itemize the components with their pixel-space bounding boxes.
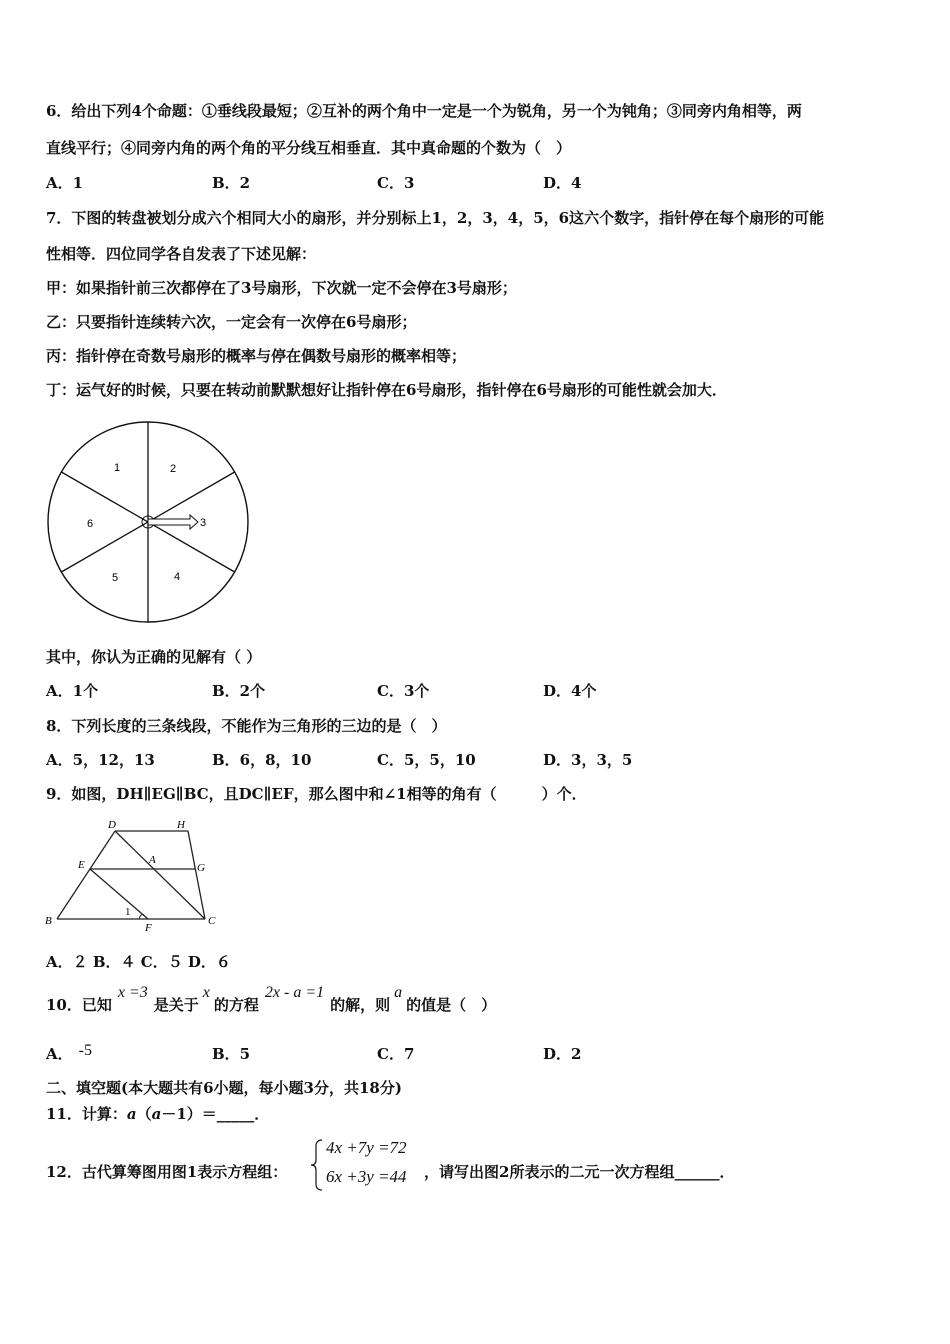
q7-line2: 性相等．四位同学各自发表了下述见解： bbox=[46, 245, 317, 263]
q10-a: a bbox=[394, 984, 403, 1001]
spinner-label-6: 6 bbox=[87, 518, 94, 530]
q11-expr-a2: a bbox=[151, 1105, 162, 1123]
q7-line1: 7．下图的转盘被划分成六个相同大小的扇形，并分别标上1，2，3，4，5，6这六个数字，指针停在每个扇形的可能 bbox=[46, 209, 825, 227]
spinner-label-4: 4 bbox=[174, 571, 181, 583]
q10-condition: x =3 bbox=[117, 984, 148, 1001]
segment-ef bbox=[90, 869, 148, 919]
q7-yi: 乙：只要指针连续转六次，一定会有一次停在6号扇形； bbox=[46, 313, 417, 331]
system-brace bbox=[310, 1138, 324, 1192]
label-f: F bbox=[145, 922, 152, 934]
q10-equation: 2x - a =1 bbox=[264, 984, 325, 1001]
q8-line1: 8．下列长度的三条线段，不能作为三角形的三边的是（ ） bbox=[46, 717, 447, 735]
q9-options: A．２ B．４ C．５ D．６ bbox=[46, 953, 231, 971]
q12-suffix: ，请写出图2所表示的二元一次方程组______． bbox=[424, 1163, 735, 1181]
q6-option-c: C．3 bbox=[377, 174, 415, 192]
q12-prefix: 12．古代算筹图用图1表示方程组： bbox=[46, 1163, 288, 1181]
q11-expr-a: a bbox=[126, 1105, 137, 1123]
q12-equation-1: 4x +7y =72 bbox=[326, 1138, 407, 1157]
label-1: 1 bbox=[125, 906, 131, 918]
spinner-label-5: 5 bbox=[112, 572, 119, 584]
spinner-label-2: 2 bbox=[170, 463, 177, 475]
q10-mid2: 的方程 bbox=[213, 996, 259, 1014]
q11-line bbox=[46, 1104, 269, 1124]
q10-option-a bbox=[46, 1044, 92, 1065]
q10-line bbox=[46, 984, 497, 1021]
q8-option-c: C．5，5，10 bbox=[377, 751, 476, 769]
trapezoid-figure bbox=[40, 816, 226, 936]
label-c: C bbox=[208, 915, 216, 927]
spinner-label-1: 1 bbox=[114, 462, 121, 474]
q10-mid1: 是关于 bbox=[153, 996, 199, 1014]
q10-option-a-value: -5 bbox=[78, 1042, 92, 1059]
label-d: D bbox=[108, 819, 116, 831]
q11-expr-rest: －1）＝_____． bbox=[161, 1105, 270, 1123]
q6-option-a: A．1 bbox=[46, 174, 84, 192]
q8-option-b: B．6，8，10 bbox=[212, 751, 312, 769]
label-e: E bbox=[78, 859, 85, 871]
q11-expr-open: （ bbox=[136, 1105, 152, 1123]
q10-option-c: C．7 bbox=[377, 1045, 415, 1063]
q7-ding: 丁：运气好的时候，只要在转动前默默想好让指针停在6号扇形，指针停在6号扇形的可能性就会加大． bbox=[46, 381, 727, 399]
label-a: A bbox=[149, 854, 156, 866]
q7-option-a: A．1个 bbox=[46, 682, 99, 700]
q7-option-d: D．4个 bbox=[543, 682, 597, 700]
q12-equation-2: 6x +3y =44 bbox=[326, 1167, 407, 1186]
spinner-figure bbox=[40, 418, 260, 630]
spinner-label-3: 3 bbox=[200, 517, 207, 529]
q7-bing: 丙：指针停在奇数号扇形的概率与停在偶数号扇形的概率相等； bbox=[46, 347, 467, 365]
q7-option-b: B．2个 bbox=[212, 682, 266, 700]
q10-option-b: B．5 bbox=[212, 1045, 251, 1063]
q9-line1: 9．如图，DH∥EG∥BC，且DC∥EF，那么图中和∠1相等的角有（ ）个． bbox=[46, 785, 587, 803]
q10-variable: x bbox=[202, 984, 210, 1001]
q10-suffix: 的值是（ ） bbox=[406, 996, 497, 1014]
label-g: G bbox=[197, 862, 205, 874]
q8-option-a: A．5，12，13 bbox=[46, 751, 155, 769]
segment-hc bbox=[188, 831, 205, 919]
q7-option-c: C．3个 bbox=[377, 682, 430, 700]
segment-db bbox=[57, 831, 115, 919]
q7-jia: 甲：如果指针前三次都停在了3号扇形，下次就一定不会停在3号扇形； bbox=[46, 279, 517, 297]
q10-prefix: 10．已知 bbox=[46, 996, 112, 1014]
section-2-heading: 二、填空题(本大题共有6小题，每小题3分，共18分) bbox=[46, 1079, 402, 1097]
q7-question: 其中，你认为正确的见解有（ ） bbox=[46, 648, 262, 666]
q6-option-d: D．4 bbox=[543, 174, 582, 192]
label-h: H bbox=[177, 819, 185, 831]
q11-prefix: 11．计算： bbox=[46, 1105, 127, 1123]
q6-line2: 直线平行；④同旁内角的两个角的平分线互相垂直．其中真命题的个数为（ ） bbox=[46, 139, 572, 157]
q6-line1: 6．给出下列4个命题：①垂线段最短；②互补的两个角中一定是一个为锐角，另一个为钝角；③同旁内角相等，两 bbox=[46, 102, 802, 120]
q8-option-d: D．3，3，5 bbox=[543, 751, 633, 769]
q6-option-b: B．2 bbox=[212, 174, 251, 192]
q10-option-d: D．2 bbox=[543, 1045, 582, 1063]
q10-mid3: 的解，则 bbox=[330, 996, 391, 1014]
q10-option-a-label: A． bbox=[46, 1045, 73, 1063]
label-b: B bbox=[45, 915, 52, 927]
